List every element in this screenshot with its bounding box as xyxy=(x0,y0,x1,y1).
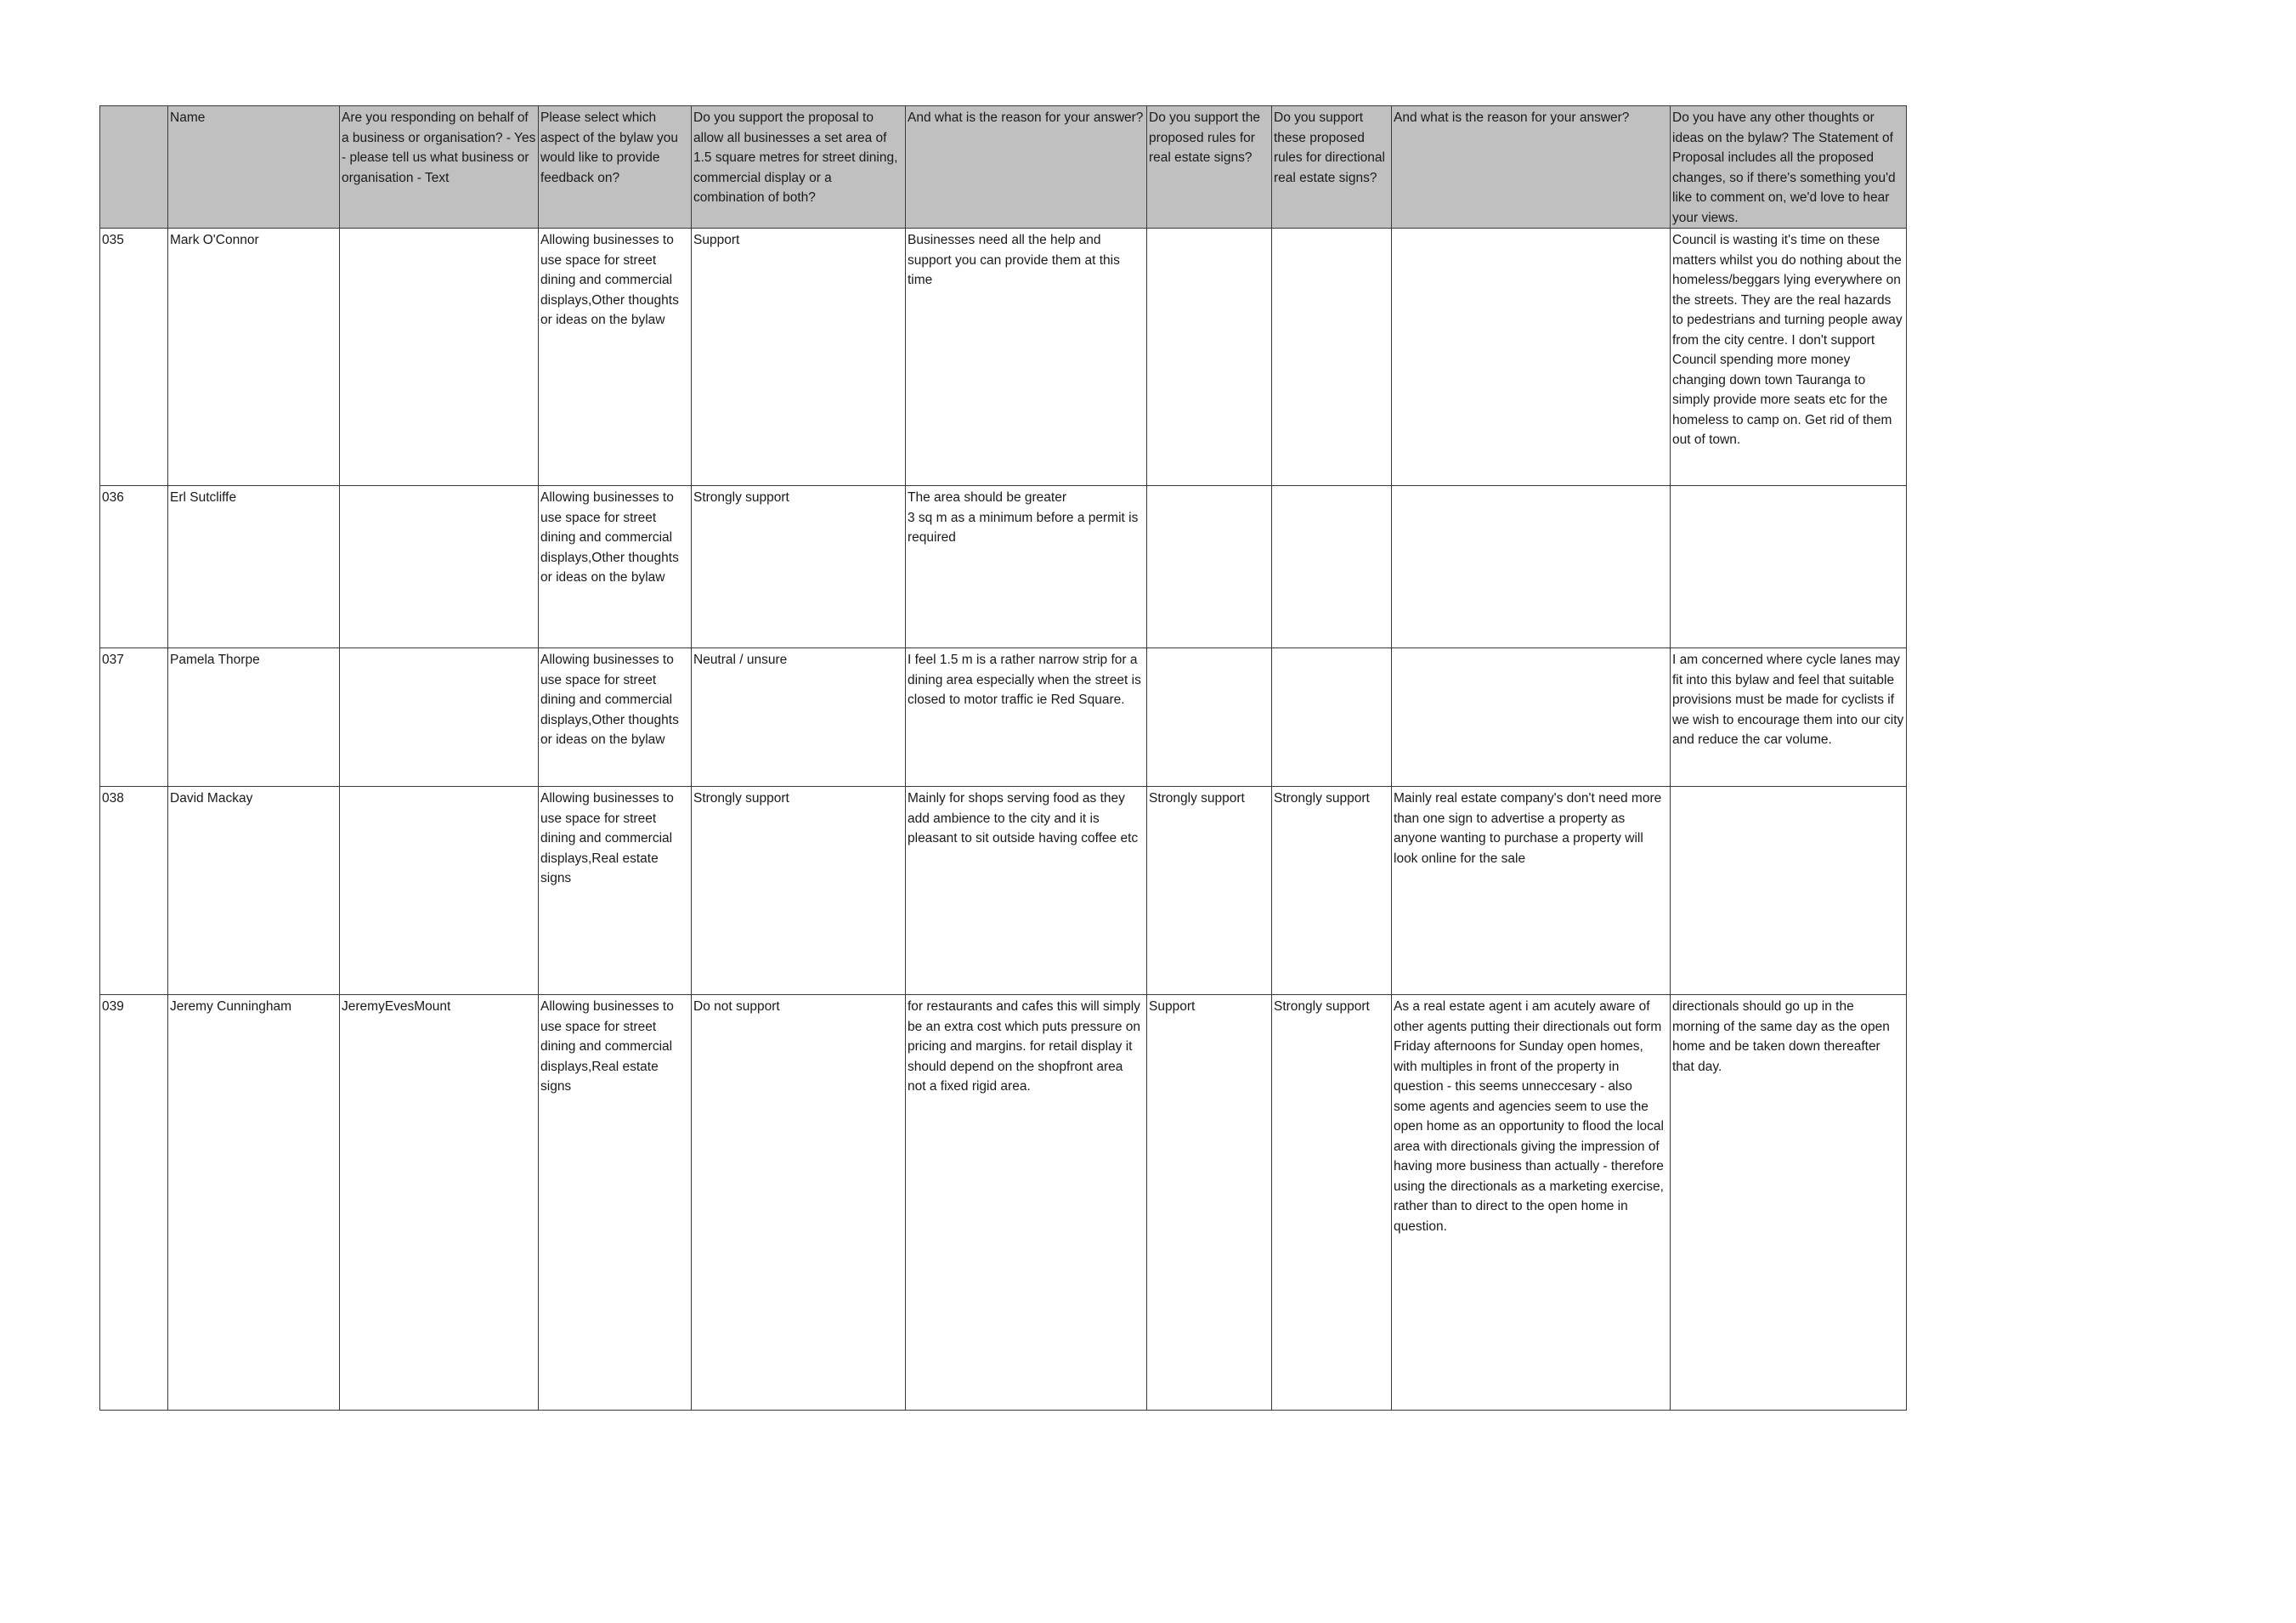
cell-street-dining-reason: for restaurants and cafes this will simply be an extra cost which puts pressure on pricing and margins. for retail display it should depend on the shopfront area not a fixed rigid area. xyxy=(906,995,1147,1411)
cell-street-dining-support: Do not support xyxy=(692,995,906,1411)
cell-street-dining-support: Strongly support xyxy=(692,787,906,995)
cell-aspect: Allowing businesses to use space for street dining and commercial displays,Other thoughts or ideas on the bylaw xyxy=(539,229,692,486)
cell-organisation xyxy=(340,648,539,787)
table-row xyxy=(100,995,1907,1411)
header-id xyxy=(100,106,168,229)
cell-other-thoughts: directionals should go up in the morning of the same day as the open home and be taken down thereafter that day. xyxy=(1671,995,1907,1411)
cell-signs-reason: As a real estate agent i am acutely aware of other agents putting their directionals out form Friday afternoons for Sunday open homes, with multiples in front of the property in question - this seems unneccesary - also some agents and agencies seem to use the open home as an opportunity to flood the local area with directionals giving the impression of having more business than actually - therefore using the directionals as a marketing exercise, rather than to direct to the open home in question. xyxy=(1392,995,1671,1411)
header-name: Name xyxy=(168,106,340,229)
cell-aspect: Allowing businesses to use space for street dining and commercial displays,Real estate signs xyxy=(539,995,692,1411)
cell-organisation: JeremyEvesMount xyxy=(340,995,539,1411)
cell-street-dining-reason: Mainly for shops serving food as they add ambience to the city and it is pleasant to sit outside having coffee etc xyxy=(906,787,1147,995)
table-row xyxy=(100,486,1907,648)
cell-name: Jeremy Cunningham xyxy=(168,995,340,1411)
cell-signs-reason xyxy=(1392,648,1671,787)
cell-directional-signs-support: Strongly support xyxy=(1272,995,1392,1411)
cell-id: 035 xyxy=(100,229,168,486)
cell-name: Pamela Thorpe xyxy=(168,648,340,787)
table-row xyxy=(100,648,1907,787)
cell-aspect: Allowing businesses to use space for street dining and commercial displays,Real estate signs xyxy=(539,787,692,995)
cell-id: 039 xyxy=(100,995,168,1411)
cell-directional-signs-support xyxy=(1272,648,1392,787)
cell-street-dining-support: Strongly support xyxy=(692,486,906,648)
table-row xyxy=(100,787,1907,995)
cell-other-thoughts: Council is wasting it's time on these matters whilst you do nothing about the homeless/beggars lying everywhere on the streets. They are the real hazards to pedestrians and turning people away from the city centre. I don't support Council spending more money changing down town Tauranga to simply provide more seats etc for the homeless to camp on. Get rid of them out of town. xyxy=(1671,229,1907,486)
cell-street-dining-reason: Businesses need all the help and support you can provide them at this time xyxy=(906,229,1147,486)
header-other-thoughts: Do you have any other thoughts or ideas on the bylaw? The Statement of Proposal includes all the proposed changes, so if there's something you'd like to comment on, we'd love to hear your views. xyxy=(1671,106,1907,229)
header-row xyxy=(100,106,1907,229)
cell-aspect: Allowing businesses to use space for street dining and commercial displays,Other thoughts or ideas on the bylaw xyxy=(539,648,692,787)
cell-street-dining-support: Support xyxy=(692,229,906,486)
header-street-dining-support: Do you support the proposal to allow all businesses a set area of 1.5 square metres for street dining, commercial display or a combination of both? xyxy=(692,106,906,229)
cell-other-thoughts xyxy=(1671,787,1907,995)
table-row xyxy=(100,229,1907,486)
cell-name: Erl Sutcliffe xyxy=(168,486,340,648)
cell-street-dining-reason: The area should be greater 3 sq m as a minimum before a permit is required xyxy=(906,486,1147,648)
cell-real-estate-signs-support xyxy=(1147,648,1272,787)
cell-other-thoughts: I am concerned where cycle lanes may fit into this bylaw and feel that suitable provisions must be made for cyclists if we wish to encourage them into our city and reduce the car volume. xyxy=(1671,648,1907,787)
cell-id: 038 xyxy=(100,787,168,995)
cell-real-estate-signs-support: Support xyxy=(1147,995,1272,1411)
header-signs-reason: And what is the reason for your answer? xyxy=(1392,106,1671,229)
cell-street-dining-reason: I feel 1.5 m is a rather narrow strip for a dining area especially when the street is closed to motor traffic ie Red Square. xyxy=(906,648,1147,787)
cell-signs-reason xyxy=(1392,229,1671,486)
cell-id: 036 xyxy=(100,486,168,648)
cell-directional-signs-support xyxy=(1272,486,1392,648)
cell-other-thoughts xyxy=(1671,486,1907,648)
cell-street-dining-support: Neutral / unsure xyxy=(692,648,906,787)
cell-aspect: Allowing businesses to use space for street dining and commercial displays,Other thoughts or ideas on the bylaw xyxy=(539,486,692,648)
cell-id: 037 xyxy=(100,648,168,787)
header-aspect: Please select which aspect of the bylaw you would like to provide feedback on? xyxy=(539,106,692,229)
header-street-dining-reason: And what is the reason for your answer? xyxy=(906,106,1147,229)
cell-directional-signs-support xyxy=(1272,229,1392,486)
cell-organisation xyxy=(340,229,539,486)
cell-organisation xyxy=(340,486,539,648)
cell-signs-reason xyxy=(1392,486,1671,648)
submissions-table xyxy=(99,105,1907,1411)
header-directional-signs-support: Do you support these proposed rules for directional real estate signs? xyxy=(1272,106,1392,229)
cell-directional-signs-support: Strongly support xyxy=(1272,787,1392,995)
cell-signs-reason: Mainly real estate company's don't need more than one sign to advertise a property as anyone wanting to purchase a property will look online for the sale xyxy=(1392,787,1671,995)
cell-real-estate-signs-support xyxy=(1147,229,1272,486)
cell-name: David Mackay xyxy=(168,787,340,995)
cell-organisation xyxy=(340,787,539,995)
header-organisation: Are you responding on behalf of a business or organisation? - Yes - please tell us what business or organisation - Text xyxy=(340,106,539,229)
header-real-estate-signs-support: Do you support the proposed rules for real estate signs? xyxy=(1147,106,1272,229)
cell-real-estate-signs-support xyxy=(1147,486,1272,648)
cell-real-estate-signs-support: Strongly support xyxy=(1147,787,1272,995)
cell-name: Mark O'Connor xyxy=(168,229,340,486)
